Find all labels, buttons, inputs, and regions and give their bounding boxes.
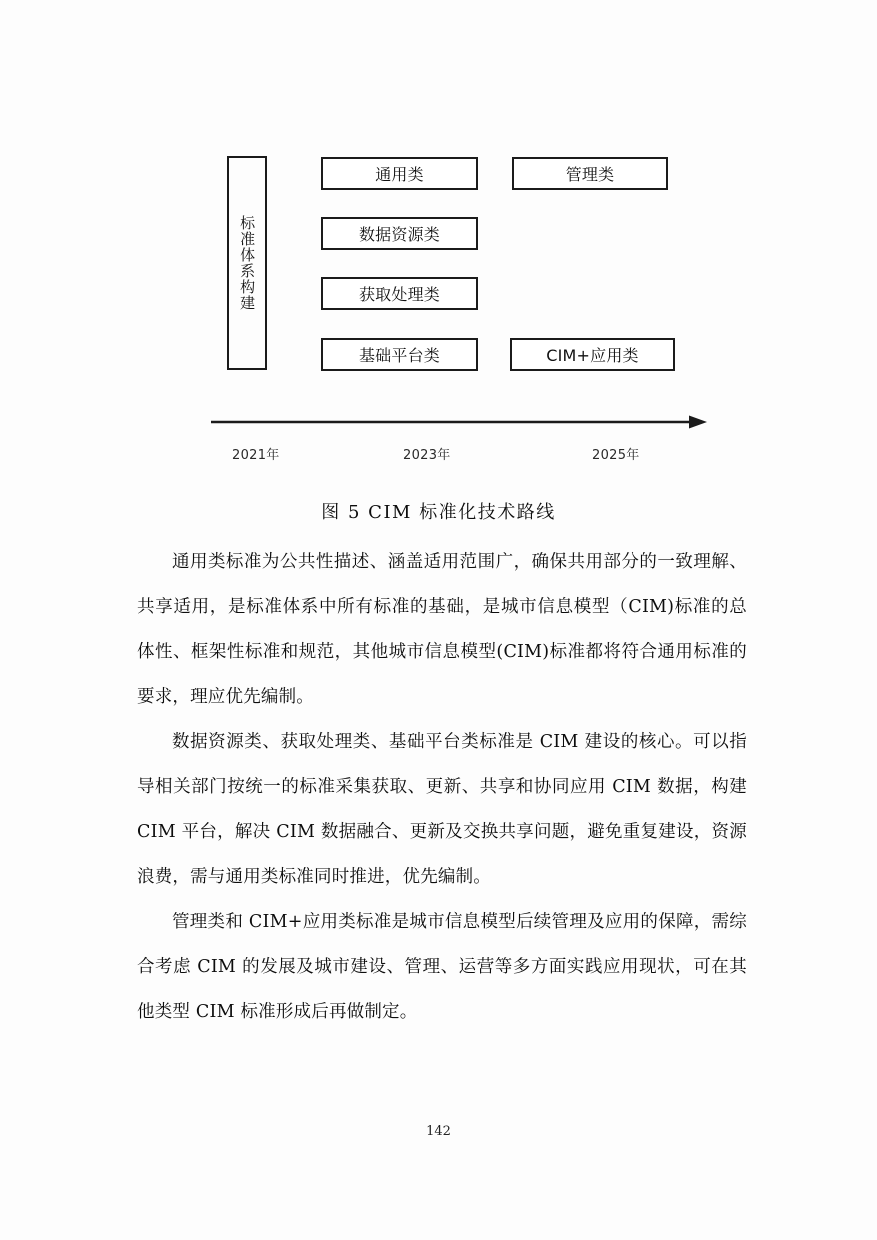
category-box-general: 通用类	[321, 157, 478, 190]
vertical-label-box	[227, 156, 267, 370]
category-box-acquisition-processing: 获取处理类	[321, 277, 478, 310]
timeline-year-2025: 2025年	[592, 448, 640, 463]
timeline-year-2021: 2021年	[232, 448, 280, 463]
body-text	[137, 540, 747, 1035]
paragraph-general-standards: 通用类标准为公共性描述、涵盖适用范围广，确保共用部分的一致理解、共享适用，是标准体系中所有标准的基础，是城市信息模型（CIM)标准的总体性、框架性标准和规范，其他城市信息模型(CIM)标准都将符合通用标准的要求，理应优先编制。	[137, 552, 747, 707]
timeline-arrow	[211, 415, 707, 429]
category-box-cim-plus-application: CIM+应用类	[510, 338, 675, 371]
figure-cim-roadmap	[0, 0, 877, 523]
paragraph-core-standards: 数据资源类、获取处理类、基础平台类标准是 CIM 建设的核心。可以指导相关部门按统一的标准采集获取、更新、共享和协同应用 CIM 数据，构建 CIM 平台，解决 CIM 数据融合、更新及交换共享问题，避免重复建设，资源浪费，需与通用类标准同时推进，优先编制。	[137, 732, 747, 887]
category-box-management: 管理类	[512, 157, 668, 190]
category-box-data-resource: 数据资源类	[321, 217, 478, 250]
timeline-year-2023: 2023年	[403, 448, 451, 463]
paragraph-management-standards: 管理类和 CIM+应用类标准是城市信息模型后续管理及应用的保障，需综合考虑 CIM 的发展及城市建设、管理、运营等多方面实践应用现状，可在其他类型 CIM 标准形成后再做制定。	[137, 912, 747, 1022]
category-box-base-platform: 基础平台类	[321, 338, 478, 371]
page-number: 142	[426, 1124, 451, 1139]
figure-caption: 图 5 CIM 标准化技术路线	[321, 502, 556, 523]
vertical-label-text: 标准体系构建	[238, 215, 257, 311]
right-arrow-icon	[211, 415, 707, 429]
